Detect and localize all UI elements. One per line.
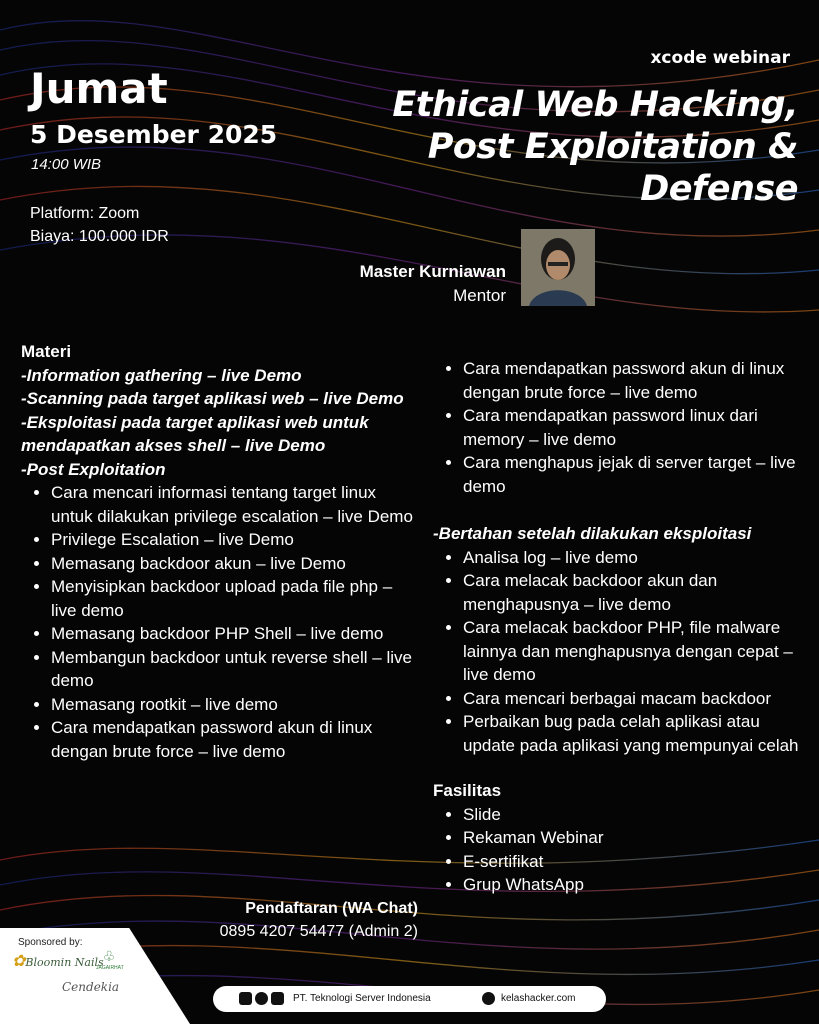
defense-list	[433, 546, 803, 758]
instagram-icon[interactable]	[239, 992, 252, 1005]
materi-item: -Information gathering – live Demo	[21, 365, 302, 385]
list-item: • Grup WhatsApp	[463, 873, 803, 897]
list-item: • E-sertifikat	[463, 850, 803, 874]
sponsor-logo-text: Bloomin Nails	[25, 956, 104, 969]
materi-item: -Eksploitasi pada target aplikasi web untuk mendapatkan akses shell – live Demo	[21, 412, 369, 455]
list-item: • Perbaikan bug pada celah aplikasi atau update pada aplikasi yang mempunyai celah	[463, 710, 803, 757]
materi-heading: Materi	[21, 342, 72, 361]
list-item: • Cara menghapus jejak di server target – live demo	[463, 451, 803, 498]
event-date: 5 Desember 2025	[30, 120, 278, 149]
title-line: Ethical Web Hacking,	[392, 85, 798, 125]
list-item: • Cara mendapatkan password linux dari memory – live demo	[463, 404, 803, 451]
sponsor-label: Sponsored by:	[18, 937, 83, 948]
sponsor-logo-jagairhat: ♧ JAGAIRHAT	[96, 948, 124, 971]
list-item: • Memasang backdoor PHP Shell – live demo	[51, 622, 421, 646]
brand-label: xcode webinar	[650, 48, 790, 68]
mentor-name: Master Kurniawan	[359, 262, 506, 281]
fasilitas-heading: Fasilitas	[433, 781, 502, 800]
footer-company: PT. Teknologi Server Indonesia	[293, 993, 431, 1004]
event-day: Jumat	[30, 64, 168, 113]
title-line: Defense	[640, 169, 798, 209]
list-item: • Cara melacak backdoor akun dan menghapusnya – live demo	[463, 569, 803, 616]
sponsor-logo-text: JAGAIRHAT	[96, 965, 124, 971]
event-info	[30, 202, 169, 248]
globe-icon	[482, 992, 495, 1005]
list-item: • Membangun backdoor untuk reverse shell – live demo	[51, 646, 421, 693]
list-item: • Cara mendapatkan password akun di linux dengan brute force – live demo	[463, 357, 803, 404]
list-item: • Memasang rootkit – live demo	[51, 693, 421, 717]
list-item: • Cara mendapatkan password akun di linux dengan brute force – live demo	[51, 716, 421, 763]
mentor-photo	[521, 229, 595, 306]
list-item: • Cara mencari informasi tentang target linux untuk dilakukan privilege escalation – live Demo	[51, 481, 421, 528]
list-item: • Menyisipkan backdoor upload pada file php – live demo	[51, 575, 421, 622]
title-line: Post Exploitation &	[427, 127, 798, 167]
mentor-role: Mentor	[453, 286, 506, 305]
post-exploitation-continued-list	[433, 357, 803, 498]
youtube-icon[interactable]	[255, 992, 268, 1005]
sponsor-logo-cendekia: Cendekia	[62, 980, 120, 994]
list-item: • Rekaman Webinar	[463, 826, 803, 850]
sponsor-logo-bloomin: ✿Bloomin Nails	[12, 951, 104, 970]
list-item: • Cara melacak backdoor PHP, file malware lainnya dan menghapusnya dengan cepat – live demo	[463, 616, 803, 687]
list-item: • Slide	[463, 803, 803, 827]
registration-phone[interactable]: 0895 4207 54477 (Admin 2)	[219, 923, 418, 940]
linkedin-icon[interactable]	[271, 992, 284, 1005]
materi-item: -Post Exploitation	[21, 459, 166, 479]
cost-text: Biaya: 100.000 IDR	[30, 228, 169, 245]
list-item: • Analisa log – live demo	[463, 546, 803, 570]
defense-heading: -Bertahan setelah dilakukan eksploitasi	[433, 524, 752, 543]
post-exploitation-list	[21, 481, 421, 763]
list-item: • Memasang backdoor akun – live Demo	[51, 552, 421, 576]
materi-column-right	[433, 357, 803, 897]
list-item: • Privilege Escalation – live Demo	[51, 528, 421, 552]
footer-website[interactable]: kelashacker.com	[501, 993, 576, 1004]
platform-text: Platform: Zoom	[30, 205, 140, 222]
list-item: • Cara mencari berbagai macam backdoor	[463, 687, 803, 711]
event-time: 14:00 WIB	[31, 156, 102, 173]
materi-item: -Scanning pada target aplikasi web – live Demo	[21, 389, 404, 408]
registration-title: Pendaftaran (WA Chat)	[245, 900, 418, 917]
webinar-title	[330, 84, 798, 210]
materi-column-left	[21, 340, 421, 763]
footer-bar	[213, 986, 606, 1012]
fasilitas-list	[433, 803, 803, 897]
